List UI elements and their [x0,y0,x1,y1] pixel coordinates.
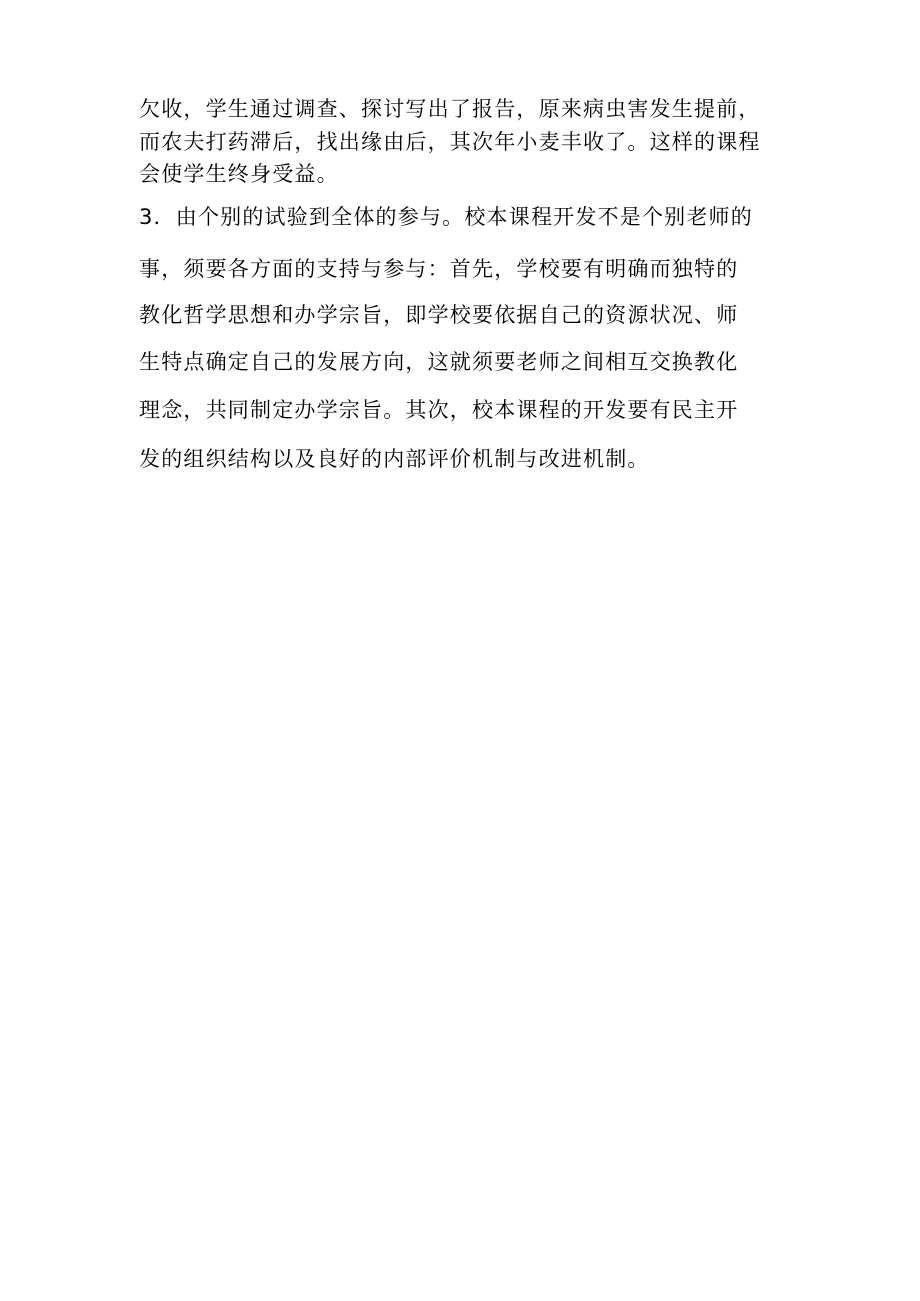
text-line: 而农夫打药滞后，找出缘由后，其次年小麦丰收了。这样的课程 [139,130,761,154]
text-line: 教化哲学思想和办学宗旨，即学校要依据自己的资源状况、师 [139,303,739,327]
text-line: 会使学生终身受益。 [139,162,339,186]
text-line: 3．由个别的试验到全体的参与。校本课程开发不是个别老师的 [139,205,753,229]
text-line: 发的组织结构以及良好的内部评价机制与改进机制。 [139,447,650,471]
text-line: 欠收，学生通过调查、探讨写出了报告，原来病虫害发生提前， [139,97,761,121]
text-line: 事，须要各方面的支持与参与：首先，学校要有明确而独特的 [139,257,739,281]
text-line: 生特点确定自己的发展方向，这就须要老师之间相互交换教化 [139,350,739,374]
text-line: 理念，共同制定办学宗旨。其次，校本课程的开发要有民主开 [139,398,739,422]
